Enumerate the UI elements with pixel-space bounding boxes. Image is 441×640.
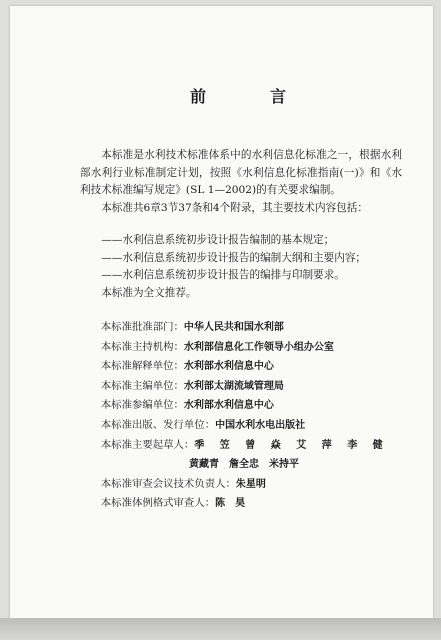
drafters-names-line2: 黄藏青 詹全忠 米持平 (189, 459, 299, 471)
approval-dept-value: 中华人民共和国水利部 (183, 322, 284, 333)
co-editor-row (80, 396, 410, 416)
review-lead-value: 朱星明 (235, 478, 266, 490)
host-org-row (80, 338, 410, 358)
publisher-row (80, 416, 410, 436)
drafters-row (80, 436, 410, 456)
interpret-unit-label: 本标准解释单位： (100, 360, 184, 373)
co-editor-label: 本标准参编单位： (100, 399, 184, 412)
list-item: ——水利信息系统初步设计报告的编制大纲和主要内容； (101, 251, 367, 264)
organization-info (80, 318, 410, 514)
publisher-label: 本标准出版、发行单位： (100, 418, 216, 431)
approval-dept-label: 本标准批准部门： (100, 321, 184, 333)
format-reviewer-value: 陈 昊 (215, 498, 246, 510)
intro-section (80, 147, 402, 217)
review-lead-row (80, 475, 410, 495)
contents-list (80, 232, 402, 302)
publisher-value: 中国水利水电出版社 (215, 419, 306, 431)
format-reviewer-row (80, 494, 410, 514)
co-editor-value: 水利部水利信息中心 (183, 400, 274, 412)
approval-dept-row (80, 318, 410, 338)
chief-editor-label: 本标准主编单位： (100, 379, 184, 392)
contents-summary: 本标准共6章3节37条和4个附录，其主要技术内容包括： (101, 201, 368, 214)
list-item: ——水利信息系统初步设计报告编制的基本规定； (101, 234, 335, 246)
list-item: ——水利信息系统初步设计报告的编排与印制要求。 (101, 269, 345, 281)
recommendation-note: 本标准为全文推荐。 (101, 286, 197, 299)
drafters-row-continued (80, 455, 410, 475)
host-org-label: 本标准主持机构： (100, 340, 184, 353)
chief-editor-value: 水利部太湖流域管理局 (183, 380, 284, 392)
review-lead-label: 本标准审查会议技术负责人： (100, 477, 236, 490)
host-org-value: 水利部信息化工作领导小组办公室 (183, 341, 334, 353)
drafters-label: 本标准主要起草人： (100, 438, 195, 451)
interpret-unit-row (80, 357, 410, 377)
format-reviewer-label: 本标准体例格式审查人： (100, 497, 216, 510)
drafters-names-line1: 季 笠 曾 焱 艾 萍 李 健 (194, 439, 389, 451)
intro-paragraph: 本标准是水利技术标准体系中的水利信息化标准之一，根据水利部水利行业标准制定计划，按照《水利信息化标准指南(一)》和《水利技术标准编写规定》(SL 1—2002)的有关要求编制。 (80, 149, 402, 196)
page-bottom-edge (0, 618, 441, 640)
page-title: 前 言 (190, 87, 311, 106)
interpret-unit-value: 水利部水利信息中心 (183, 361, 274, 373)
chief-editor-row (80, 377, 410, 397)
